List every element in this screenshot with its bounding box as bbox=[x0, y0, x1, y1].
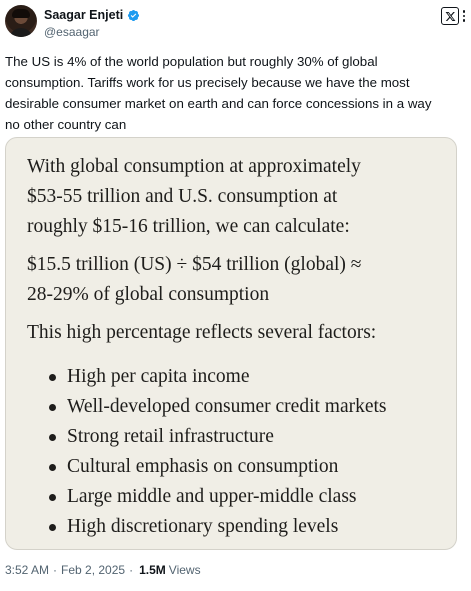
factor-list-item bbox=[27, 362, 249, 392]
bullet-dot bbox=[49, 494, 56, 501]
tweet-text-line: no other country can bbox=[5, 117, 127, 132]
attached-text-card[interactable] bbox=[5, 137, 457, 550]
factor-list-item bbox=[27, 482, 357, 512]
factor-text: High per capita income bbox=[67, 366, 250, 387]
name-row bbox=[44, 7, 140, 23]
x-logo-glyph bbox=[445, 11, 456, 22]
factor-list-item bbox=[27, 392, 387, 422]
views-count: 1.5M bbox=[139, 563, 166, 577]
tweet-text bbox=[5, 51, 465, 135]
tweet-text-line: consumption. Tariffs work for us precisely because we have the most bbox=[5, 75, 410, 90]
footer-separator: · bbox=[129, 563, 134, 577]
author-display-name[interactable]: Saagar Enjeti bbox=[44, 8, 124, 22]
more-options-icon[interactable] bbox=[459, 7, 469, 25]
tweet-text-line: desirable consumer market on earth and can force concessions in a way bbox=[5, 96, 432, 111]
verified-badge-icon bbox=[127, 9, 140, 22]
factor-list-item bbox=[27, 422, 274, 452]
more-dot bbox=[463, 15, 465, 17]
avatar-hair bbox=[12, 9, 30, 18]
footer-separator: · bbox=[53, 563, 58, 577]
bullet-dot bbox=[49, 524, 56, 531]
card-factors-heading: This high percentage reflects several factors: bbox=[27, 322, 377, 343]
tweet-date[interactable]: Feb 2, 2025 bbox=[61, 563, 126, 577]
factor-text: Cultural emphasis on consumption bbox=[67, 456, 339, 477]
more-dot bbox=[463, 19, 465, 21]
factor-list-item bbox=[27, 512, 338, 542]
bullet-dot bbox=[49, 464, 56, 471]
bullet-dot bbox=[49, 374, 56, 381]
factor-text: High discretionary spending levels bbox=[67, 516, 339, 537]
card-intro-line: $53-55 trillion and U.S. consumption at bbox=[27, 186, 338, 207]
more-dot bbox=[463, 10, 465, 12]
card-intro-line: With global consumption at approximately bbox=[27, 156, 361, 177]
bullet-dot bbox=[49, 404, 56, 411]
bullet-dot bbox=[49, 434, 56, 441]
factor-list-item bbox=[27, 452, 338, 482]
tweet-header bbox=[5, 5, 465, 41]
views-label: Views bbox=[168, 563, 201, 577]
factor-text: Well-developed consumer credit markets bbox=[67, 396, 387, 417]
tweet-time[interactable]: 3:52 AM bbox=[5, 563, 50, 577]
author-handle[interactable]: @esaagar bbox=[44, 25, 100, 39]
tweet-text-line: The US is 4% of the world population but roughly 30% of global bbox=[5, 54, 378, 69]
tweet-footer bbox=[5, 563, 201, 577]
factor-text: Large middle and upper-middle class bbox=[67, 486, 357, 507]
avatar[interactable] bbox=[5, 5, 37, 37]
card-calc-line: 28-29% of global consumption bbox=[27, 284, 270, 305]
card-calc-line: $15.5 trillion (US) ÷ $54 trillion (global) ≈ bbox=[27, 254, 362, 275]
avatar-shirt bbox=[9, 28, 33, 37]
x-logo-icon[interactable] bbox=[441, 7, 459, 25]
factor-text: Strong retail infrastructure bbox=[67, 426, 274, 447]
card-intro-line: roughly $15-16 trillion, we can calculate: bbox=[27, 216, 350, 237]
